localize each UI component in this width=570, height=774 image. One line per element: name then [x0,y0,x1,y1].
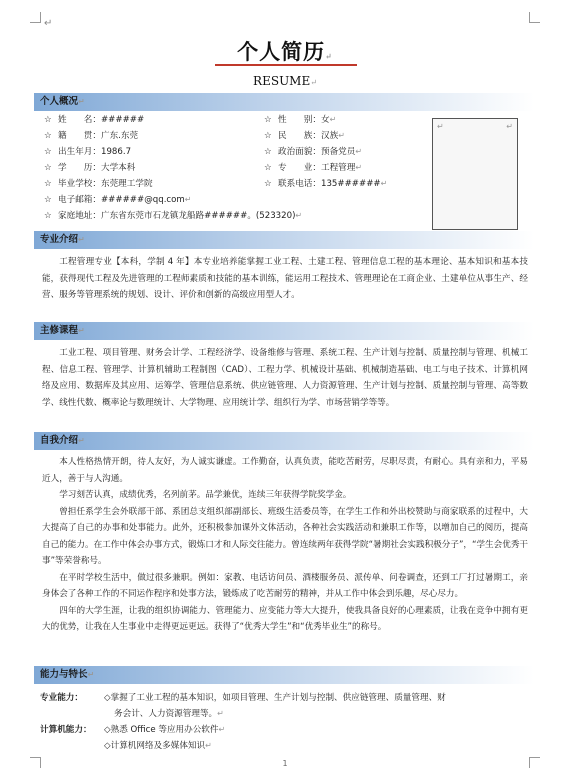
self-paragraph: 学习刻苦认真，成绩优秀，名列前茅。品学兼优，连续三年获得学院奖学金。 [59,490,352,500]
section-header-self: 自我介绍↵ [34,432,534,450]
skill-professional-label: 专业能力： [40,693,83,703]
skill-professional-row-continued: 务会计、人力资源管理等。↵ [114,709,224,719]
skill-professional-item: ◇掌握了工业工程的基本知识，如项目管理、生产计划与控制、供应链管理、质量管理、财 [104,693,446,703]
star-icon: ☆ [44,211,52,221]
star-icon: ☆ [44,115,52,125]
skill-professional-row [40,690,446,706]
profile-phone: 135###### [320,179,381,189]
star-icon: ☆ [44,195,52,205]
star-icon: ☆ [44,179,52,189]
page-number: 1 [282,759,288,768]
profile-major: 工程管理 [320,163,356,173]
section-header-major: 专业介绍↵ [34,231,534,249]
skill-computer-row: 计算机能力： ◇熟悉 Office 等应用办公软件↵ [40,722,225,738]
self-paragraph: 曾担任系学生会外联部干部、系团总支组织部副部长、班级生活委员等，在学生工作和外出校赞助与商家联系的过程中，大大提高了自己的办事和处事能力。此外，还积极参加课外文体活动，各种社会实践活动和兼职工作等，以增加自己的阅历，提高自己的能力。在工作中体会办事方式，锻炼口才和人际交往能力。曾连续两年获得学院“暑期社会实践积极分子”，“学生会优秀干事”等荣誉称号。 [42,506,529,566]
profile-birth: 1986.7 [100,147,132,157]
profile-name-row: ☆ 姓 名：###### [44,112,144,128]
profile-political: 预备党员 [320,147,356,157]
star-icon: ☆ [264,163,272,173]
major-section [34,231,534,304]
overview-section [34,93,534,111]
skill-computer-row-2: ◇计算机网络及多媒体知识↵ [104,741,212,751]
star-icon: ☆ [264,115,272,125]
profile-political-row: ☆ 政治面貌：预备党员↵ [264,144,362,160]
profile-ethnicity: 汉族 [320,131,339,141]
profile-email[interactable]: ######@qq.com [100,195,185,205]
skill-computer-item: ◇计算机网络及多媒体知识 [104,741,206,751]
profile-school-row: ☆ 毕业学校：东莞理工学院 [44,176,153,192]
profile-education: 大学本科 [100,163,136,173]
profile-school: 东莞理工学院 [100,179,153,189]
skill-computer-label: 计算机能力： [40,725,92,735]
self-paragraph: 本人性格热情开朗，待人友好，为人诚实谦虚。工作勤奋，认真负责，能吃苦耐劳，尽职尽责，有耐心。具有亲和力，平易近人，善于与人沟通。 [42,457,528,484]
profile-address: 广东省东莞市石龙镇龙船路######。(523320) [100,211,296,221]
photo-placeholder: ↵ ↵ [432,118,518,230]
title-underline [215,64,357,66]
section-header-courses: 主修课程↵ [34,322,534,340]
paragraph-mark-icon: ↵ [44,18,53,29]
star-icon: ☆ [264,179,272,189]
section-header-overview: 个人概况↵ [34,93,534,111]
crop-mark-top-left [30,12,41,23]
star-icon: ☆ [44,131,52,141]
star-icon: ☆ [44,163,52,173]
profile-ethnicity-row: ☆ 民 族：汉族↵ [264,128,345,144]
self-paragraph: 四年的大学生涯，让我的组织协调能力、管理能力、应变能力等大大提升，使我具备良好的心理素质，让我在竞争中拥有更大的优势，让我在人生事业中走得更远更远。获得了“优秀大学生”和“优秀毕业生”的称号。 [42,605,528,632]
skill-computer-item: ◇熟悉 Office 等应用办公软件 [104,725,219,735]
star-icon: ☆ [264,131,272,141]
major-description: 工程管理专业【本科，学制 4 年】本专业培养能掌握工业工程、土建工程、管理信息工程的基本理论、基本知识和基本技能，获得现代工程及先进管理的工程师素质和技能的基本训练，能运用工程技术、管理理论在工商企业、土建单位从事生产、经营、服务等管理系统的规划、设计、评价和创新的高级应用型人才。 [42,257,528,300]
self-section [34,432,534,636]
section-header-skills: 能力与特长↵ [34,666,534,684]
profile-gender: 女 [320,115,330,125]
profile-email-row: ☆ 电子邮箱：######@qq.com↵ [44,192,191,208]
skill-professional-item-continued: 务会计、人力资源管理等。 [114,709,218,719]
profile-name: ###### [100,115,145,125]
courses-description: 工业工程、项目管理、财务会计学、工程经济学、设备维修与管理、系统工程、生产计划与控制、质量控制与管理、机械工程、信息工程、管理学、计算机辅助工程制图（CAD）、工程力学、机械设计基础、机械制造基础、电工与电子技术、计算机网络及应用、数据库及其应用、运筹学、管理信息系统、供应链管理、人力资源管理、生产计划与控制、质量控制与管理、高等数学、线性代数、概率论与数理统计、大学物理、应用统计学、组织行为学、市场营销学等等。 [42,348,528,408]
profile-birth-row: ☆ 出生年月：1986.7 [44,144,131,160]
star-icon: ☆ [44,147,52,157]
page-title: 个人简历↵ [237,39,333,64]
star-icon: ☆ [264,147,272,157]
page-subtitle: RESUME↵ [253,74,317,88]
profile-hometown: 广东.东莞 [100,131,139,141]
profile-education-row: ☆ 学 历：大学本科 [44,160,135,176]
crop-mark-top-right [529,12,540,23]
profile-gender-row: ☆ 性 别：女↵ [264,112,336,128]
profile-address-row: ☆ 家庭地址：广东省东莞市石龙镇龙船路######。(523320)↵ [44,208,302,224]
profile-hometown-row: ☆ 籍 贯：广东.东莞 [44,128,138,144]
profile-phone-row: ☆ 联系电话：135######↵ [264,176,387,192]
skills-section [34,666,534,684]
self-paragraph: 在平时学校生活中，做过很多兼职。例如：家教、电话访问员、酒楼服务员、派传单、问卷调查，还到工厂打过暑期工，亲身体会了各种工作的不同运作程序和处事方法，锻炼成了吃苦耐劳的精神，并从工作中体会到乐趣，尽心尽力。 [42,572,528,599]
courses-section [34,322,534,411]
profile-major-row: ☆ 专 业：工程管理↵ [264,160,362,176]
